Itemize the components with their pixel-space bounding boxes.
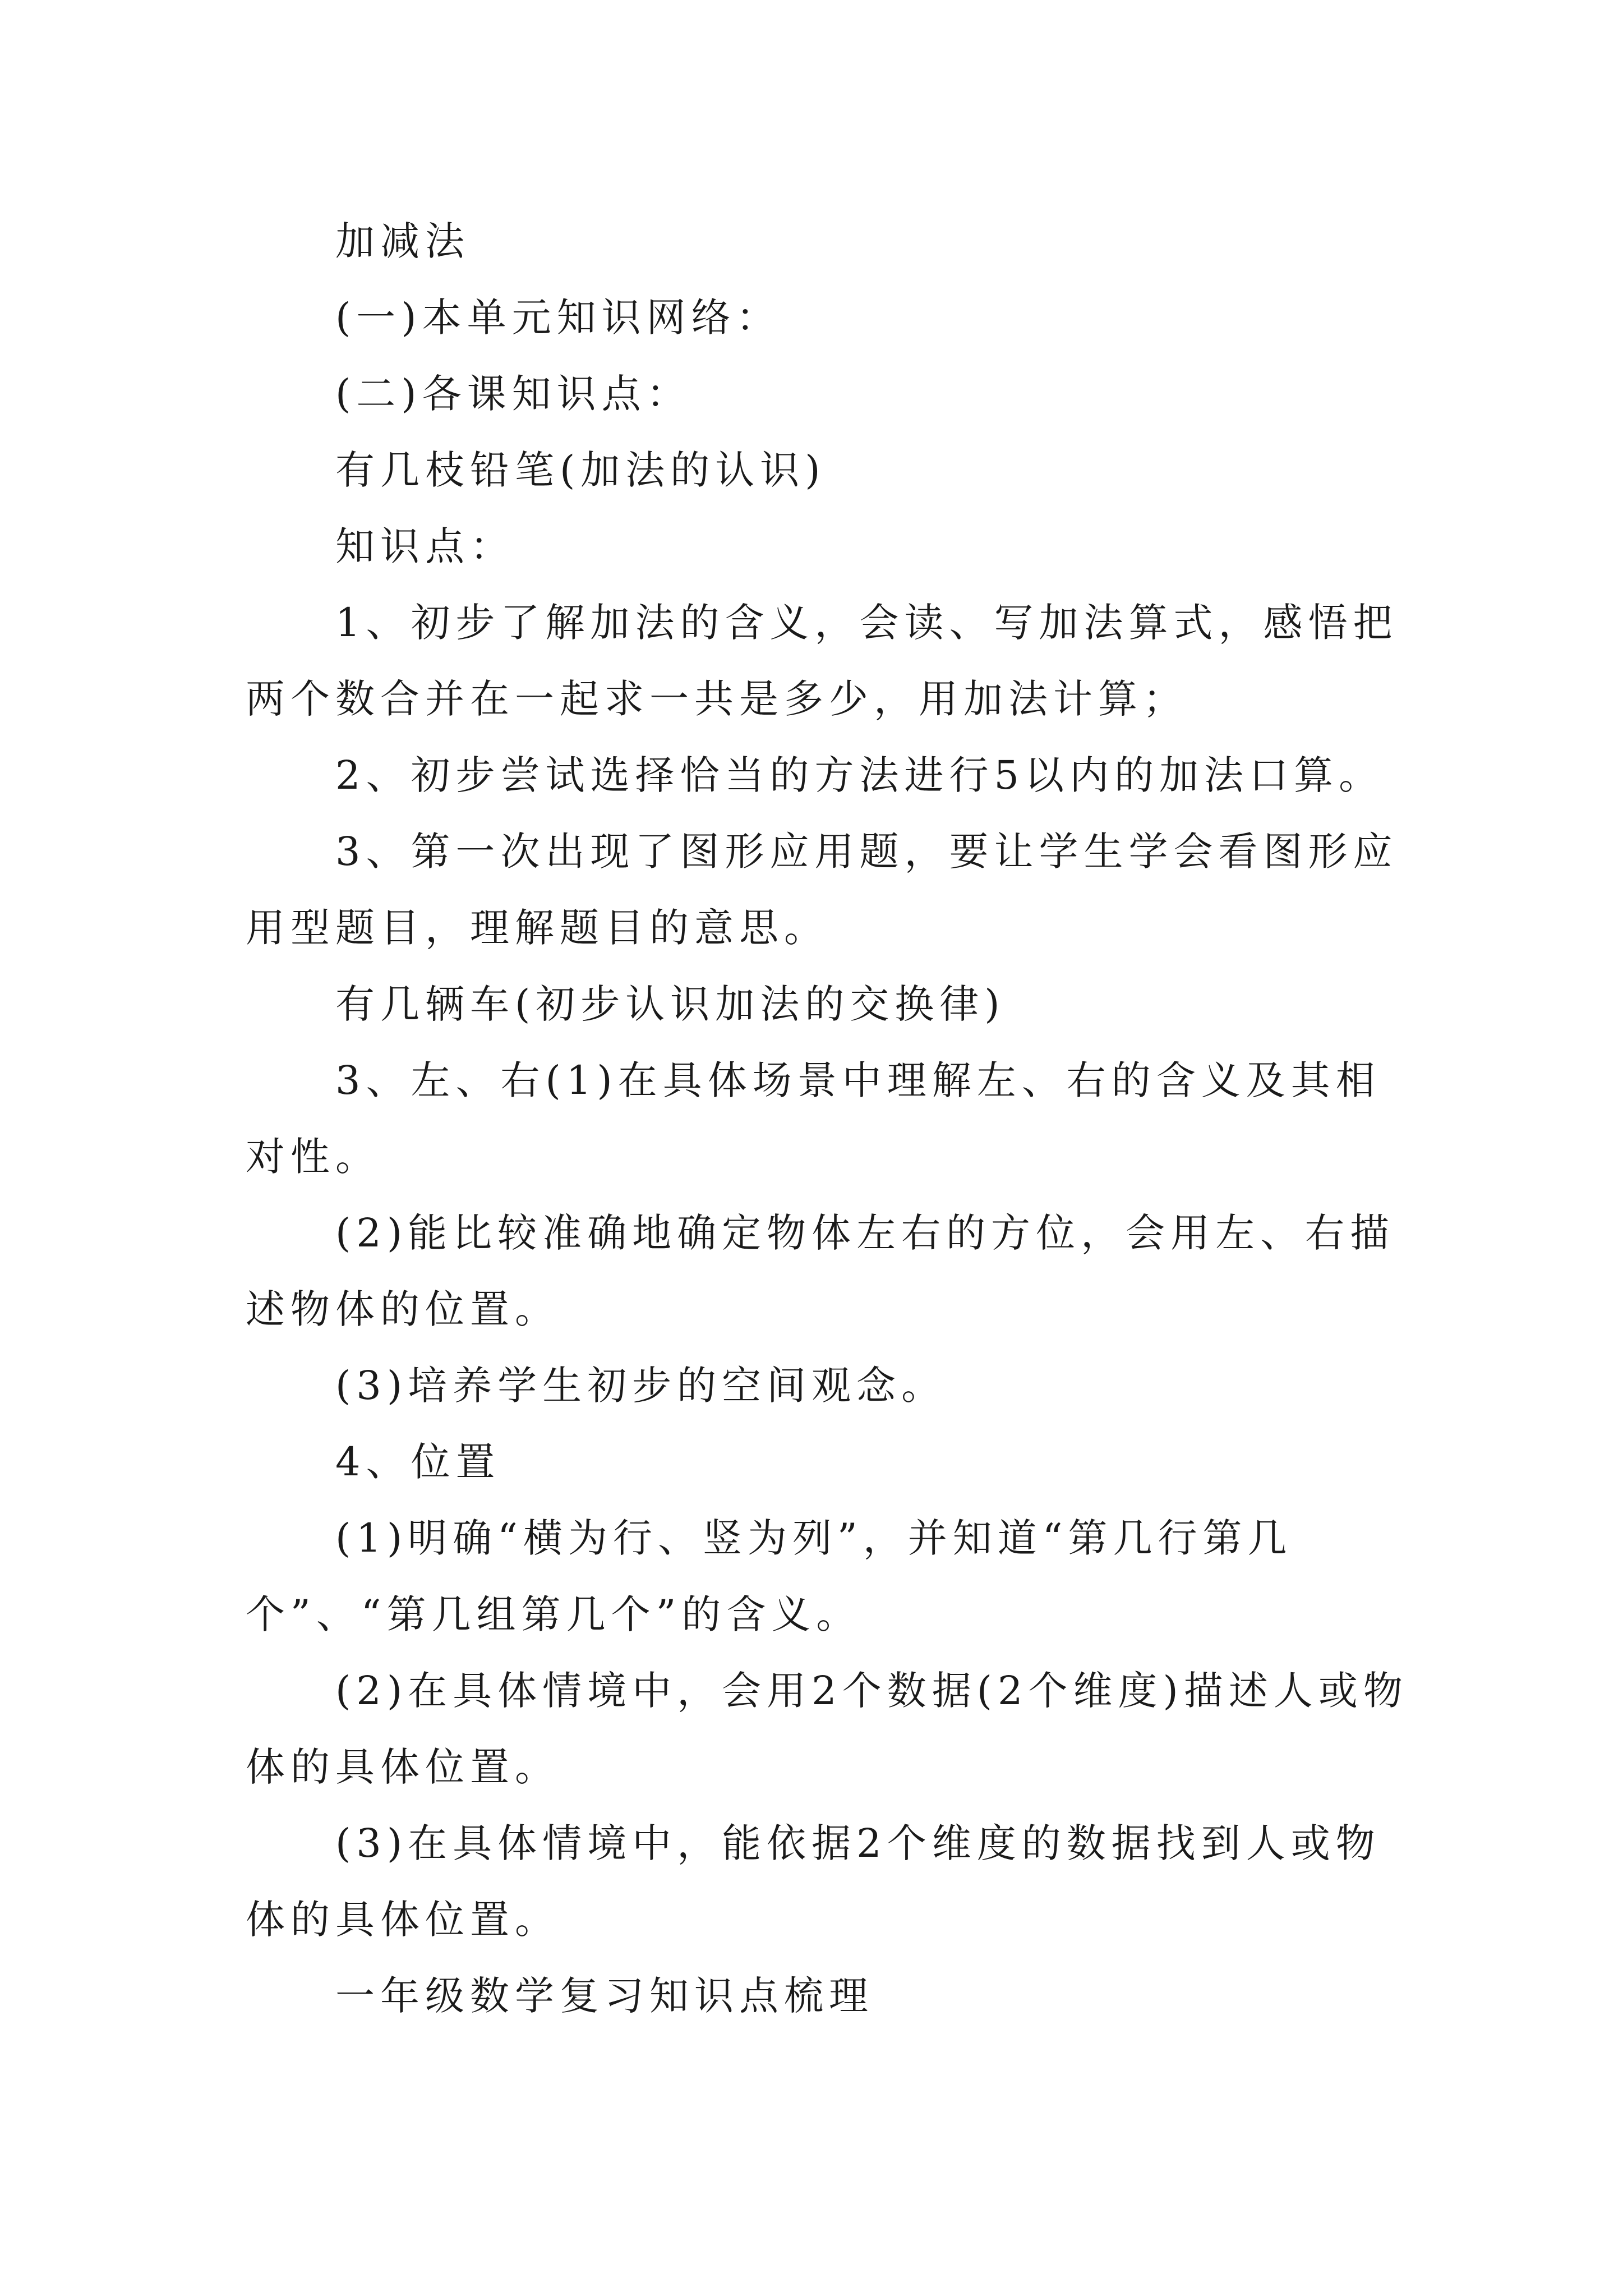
heading-lesson-knowledge-points: (二)各课知识点： xyxy=(335,371,691,417)
point-position-3: (3)在具体情境中，能依据2个维度的数据找到人或物体的具体位置。 xyxy=(246,1820,1381,1943)
document-body xyxy=(246,203,1423,2034)
point-left-right-3: (3)培养学生初步的空间观念。 xyxy=(335,1363,947,1409)
point-position-1: (1)明确“横为行、竖为列”，并知道“第几行第几个”、“第几组第几个”的含义。 xyxy=(246,1515,1293,1637)
lesson-title-pencils: 有几枝铅笔(加法的认识) xyxy=(335,447,826,493)
heading-grade-one-review: 一年级数学复习知识点梳理 xyxy=(335,1973,874,2019)
heading-position: 4、位置 xyxy=(335,1439,501,1485)
label-knowledge-points: 知识点： xyxy=(335,523,515,569)
point-left-right-2: (2)能比较准确地确定物体左右的方位，会用左、右描述物体的位置。 xyxy=(246,1210,1395,1332)
point-1-addition-meaning: 1、初步了解加法的含义，会读、写加法算式，感悟把两个数合并在一起求一共是多少，用加法计算； xyxy=(246,600,1398,722)
point-3-picture-word-problems: 3、第一次出现了图形应用题，要让学生学会看图形应用型题目，理解题目的意思。 xyxy=(246,829,1398,951)
point-position-2: (2)在具体情境中，会用2个数据(2个维度)描述人或物体的具体位置。 xyxy=(246,1668,1408,1790)
section-title-addition-subtraction: 加减法 xyxy=(335,218,470,264)
point-left-right-1: 3、左、右(1)在具体场景中理解左、右的含义及其相对性。 xyxy=(246,1057,1381,1180)
point-2-mental-addition: 2、初步尝试选择恰当的方法进行5以内的加法口算。 xyxy=(335,752,1384,798)
lesson-title-cars: 有几辆车(初步认识加法的交换律) xyxy=(335,981,1006,1027)
heading-unit-knowledge-network: (一)本单元知识网络： xyxy=(335,295,781,341)
